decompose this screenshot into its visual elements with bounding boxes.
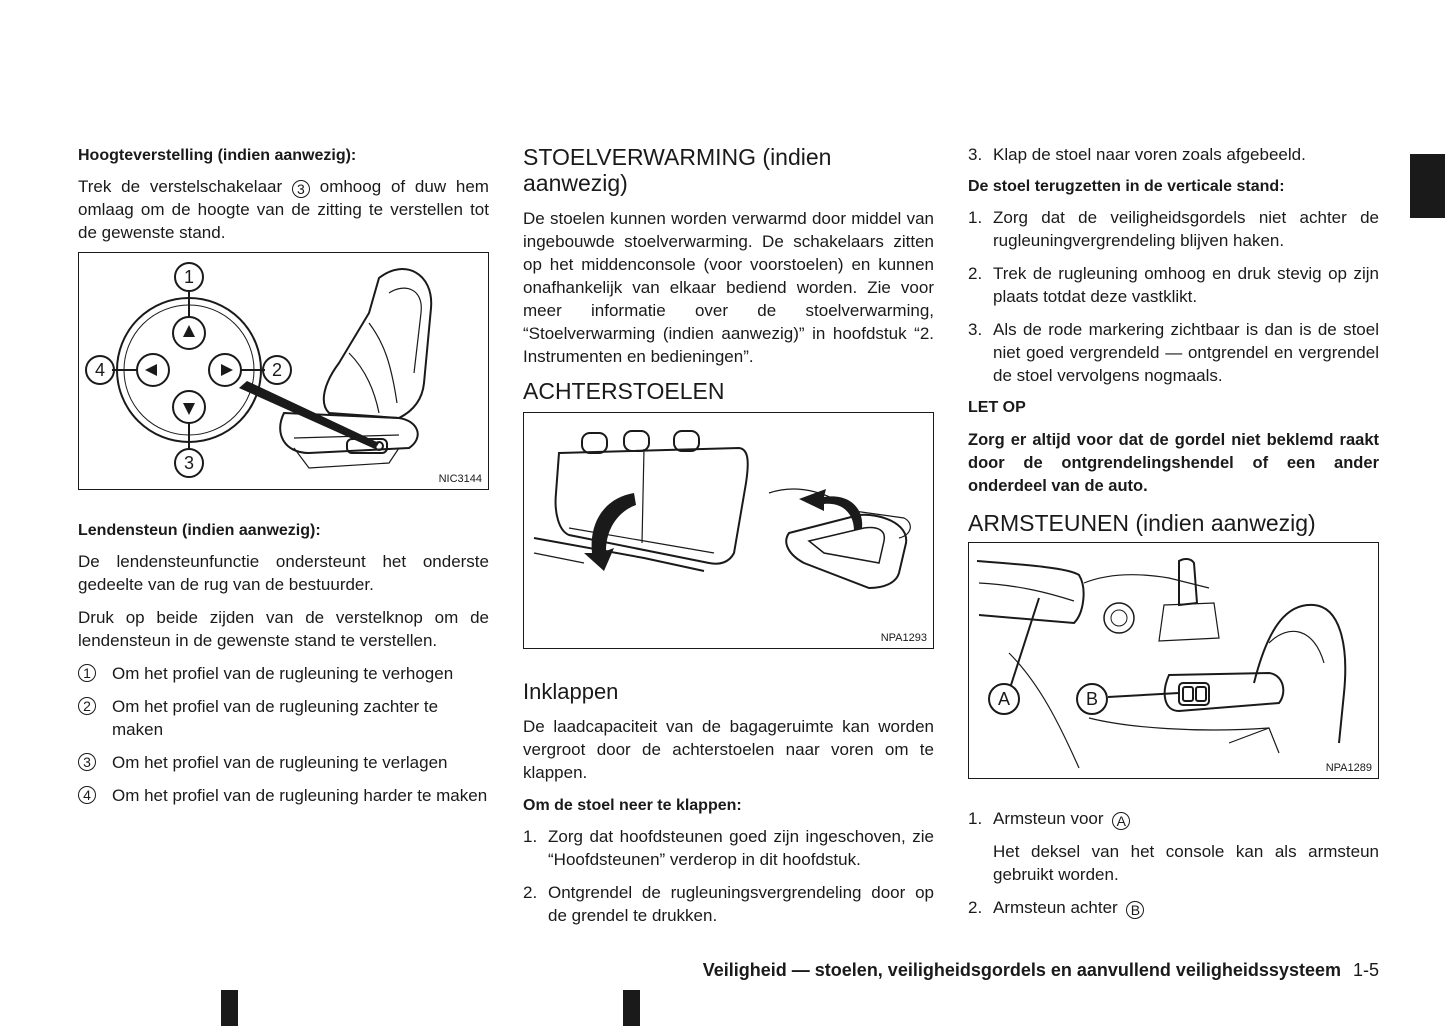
lumbar-list-item: 1 Om het profiel van de rugleuning te verhogen	[78, 662, 489, 685]
page-number: 1-5	[1352, 960, 1379, 980]
column-left	[78, 142, 489, 807]
figure-armrests	[968, 542, 1379, 779]
lumbar-list-item: 4 Om het profiel van de rugleuning harder te maken	[78, 784, 489, 807]
caution-text: Zorg er altijd voor dat de gordel niet beklemd raakt door de ontgrendelingshendel of een ander onderdeel van de auto.	[968, 431, 1379, 495]
lumbar-list	[78, 662, 489, 807]
ref-circle-a: A	[1112, 812, 1130, 830]
fig1-label-3: 3	[183, 453, 195, 473]
fig3-code: NPA1289	[1325, 762, 1372, 774]
footer-title: Veiligheid — stoelen, veiligheidsgordels en aanvullend veiligheidssysteem	[702, 960, 1341, 980]
armrest-heading: ARMSTEUNEN (indien aanwezig)	[968, 510, 1316, 536]
fold-step: 2. Ontgrendel de rugleuningsvergrendeling door op de grendel te drukken.	[523, 883, 934, 925]
lumbar-list-item: 2 Om het profiel van de rugleuning zachter te maken	[78, 695, 489, 741]
lumbar-text-2: Druk op beide zijden van de verstelknop om de lendensteun in de gewenste stand te verstellen.	[78, 608, 489, 650]
seat-adjuster-illustration	[79, 253, 487, 488]
ref-circle-3: 3	[292, 180, 310, 198]
lumbar-heading: Lendensteun (indien aanwezig):	[78, 522, 321, 539]
fig3-label-b: B	[1085, 689, 1099, 709]
fold-subheading: Om de stoel neer te klappen:	[523, 797, 742, 814]
height-heading: Hoogteverstelling (indien aanwezig):	[78, 147, 357, 164]
crop-mark-left	[221, 990, 238, 1026]
return-heading: De stoel terugzetten in de verticale stand:	[968, 178, 1285, 195]
fig1-label-4: 4	[94, 360, 106, 380]
fold-step-3: 3. Klap de stoel naar voren zoals afgebeeld.	[968, 145, 1306, 164]
rear-seats-heading: ACHTERSTOELEN	[523, 378, 725, 404]
armrest-front-desc: Het deksel van het console kan als armsteun gebruikt worden.	[993, 842, 1379, 884]
crop-mark-right	[623, 990, 640, 1026]
fold-step: 1. Zorg dat hoofdsteunen goed zijn ingeschoven, zie “Hoofdsteunen” verderop in dit hoofdstuk.	[523, 827, 934, 869]
figure-seat-adjuster	[78, 252, 489, 490]
fig3-label-a: A	[997, 689, 1011, 709]
return-step: 1. Zorg dat de veiligheidsgordels niet achter de rugleuningvergrendeling blijven haken.	[968, 208, 1379, 250]
figure-rear-seats	[523, 412, 934, 649]
fold-text: De laadcapaciteit van de bagageruimte kan worden vergroot door de achterstoelen naar voren om te klappen.	[523, 717, 934, 782]
fig1-code: NIC3144	[438, 473, 482, 485]
lumbar-list-item: 3 Om het profiel van de rugleuning te verlagen	[78, 751, 489, 774]
page-footer	[703, 958, 1379, 982]
heat-text: De stoelen kunnen worden verwarmd door middel van ingebouwde stoelverwarming. De schakelaars zitten op het middenconsole (voor voorstoelen) en kunnen onafhankelijk van elkaar bediend worden. Zie voor meer informatie over de stoelverwarming, “Stoelverwarming (indien aanwezig)” in hoofdstuk “2. Instrumenten en bedieningen”.	[523, 209, 934, 366]
return-step: 3. Als de rode markering zichtbaar is dan is de stoel niet goed vergrendeld — ontgrendel en vergrendel de stoel vervolgens nogmaals.	[968, 320, 1379, 385]
ref-circle-b: B	[1126, 901, 1144, 919]
armrest-item-rear: 2. Armsteun achter B	[968, 896, 1379, 919]
rear-seats-illustration	[524, 413, 932, 647]
armrest-item-front: 1. Armsteun voor A	[968, 807, 1379, 830]
height-text: Trek de verstelschakelaar 3 omhoog of duw hem omlaag om de hoogte van de zitting te verstellen tot de gewenste stand.	[78, 177, 489, 242]
fold-heading: Inklappen	[523, 679, 619, 704]
fig1-label-2: 2	[271, 360, 283, 380]
armrests-illustration	[969, 543, 1377, 777]
fig2-code: NPA1293	[880, 632, 927, 644]
fig1-label-1: 1	[183, 267, 195, 287]
chapter-tab	[1410, 154, 1445, 218]
heat-heading: STOELVERWARMING (indien aanwezig)	[523, 144, 832, 196]
column-right	[968, 142, 1379, 919]
caution-title: LET OP	[968, 399, 1026, 416]
column-middle	[523, 142, 934, 927]
return-step: 2. Trek de rugleuning omhoog en druk stevig op zijn plaats totdat deze vastklikt.	[968, 264, 1379, 306]
lumbar-text-1: De lendensteunfunctie ondersteunt het onderste gedeelte van de rug van de bestuurder.	[78, 552, 489, 594]
